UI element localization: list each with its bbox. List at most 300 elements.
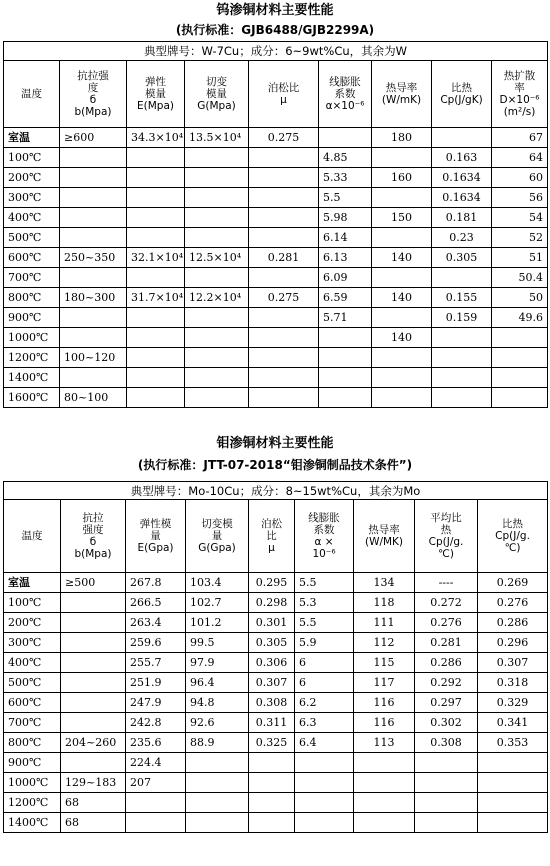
- value-cell: 129~183: [61, 773, 126, 793]
- column-header-line: 比: [266, 530, 277, 542]
- value-cell: [478, 753, 548, 773]
- column-header-line: E(Mpa): [137, 100, 174, 112]
- value-cell: [127, 208, 185, 228]
- table-row: [4, 773, 548, 793]
- value-cell: 5.33: [319, 168, 372, 188]
- value-cell: [127, 268, 185, 288]
- value-cell: [127, 368, 185, 388]
- column-header-line: (W/MK): [364, 536, 404, 548]
- value-cell: 31.7×10⁴: [127, 288, 185, 308]
- value-cell: [60, 228, 127, 248]
- column-header-line: G(Gpa): [198, 542, 236, 554]
- value-cell: [249, 308, 319, 328]
- value-cell: [354, 793, 415, 813]
- column-header-line: 热: [440, 524, 452, 536]
- value-cell: [127, 148, 185, 168]
- value-cell: [432, 388, 492, 408]
- column-header-line: 弹性: [145, 76, 166, 88]
- value-cell: 64: [492, 148, 548, 168]
- table-row: [4, 673, 548, 693]
- value-cell: 0.302: [415, 713, 478, 733]
- value-cell: 0.308: [249, 693, 295, 713]
- value-cell: 0.305: [249, 633, 295, 653]
- value-cell: [415, 793, 478, 813]
- value-cell: [249, 368, 319, 388]
- value-cell: 250~350: [60, 248, 127, 268]
- column-header-line: α×10⁻⁶: [325, 100, 365, 112]
- value-cell: 251.9: [126, 673, 186, 693]
- value-cell: 0.308: [415, 733, 478, 753]
- value-cell: 101.2: [186, 613, 249, 633]
- temperature-cell: 700℃: [4, 268, 60, 288]
- table-row: [4, 288, 548, 308]
- value-cell: 0.307: [478, 653, 548, 673]
- value-cell: [127, 388, 185, 408]
- value-cell: 5.98: [319, 208, 372, 228]
- value-cell: [186, 753, 249, 773]
- mo-cu-standard: (执行标准：JTT-07-2018“钼渗铜制品技术条件”): [137, 458, 413, 472]
- value-cell: [249, 168, 319, 188]
- column-header-line: D×10⁻⁶: [499, 94, 540, 106]
- value-cell: [249, 753, 295, 773]
- table-row: [4, 653, 548, 673]
- value-cell: 0.325: [249, 733, 295, 753]
- value-cell: 0.276: [478, 593, 548, 613]
- value-cell: 99.5: [186, 633, 249, 653]
- value-cell: 6: [295, 673, 354, 693]
- value-cell: 68: [61, 793, 126, 813]
- value-cell: [186, 793, 249, 813]
- value-cell: [319, 328, 372, 348]
- table-row: [4, 813, 548, 833]
- value-cell: 6.3: [295, 713, 354, 733]
- temperature-cell: 700℃: [4, 713, 61, 733]
- value-cell: [61, 653, 126, 673]
- column-header-line: 切变模: [201, 518, 233, 530]
- column-header-line: (m²/s): [503, 106, 536, 118]
- value-cell: 5.5: [295, 613, 354, 633]
- column-header: [372, 61, 432, 128]
- value-cell: [185, 228, 249, 248]
- value-cell: [60, 328, 127, 348]
- value-cell: 204~260: [61, 733, 126, 753]
- value-cell: 160: [372, 168, 432, 188]
- value-cell: [61, 633, 126, 653]
- value-cell: 34.3×10⁴: [127, 128, 185, 148]
- value-cell: [432, 348, 492, 368]
- column-header-line: Cp(J/g.: [428, 536, 464, 548]
- value-cell: 5.5: [295, 573, 354, 593]
- value-cell: 103.4: [186, 573, 249, 593]
- column-header-line: Cp(J/g.: [495, 530, 530, 542]
- value-cell: 113: [354, 733, 415, 753]
- table-row: [4, 308, 548, 328]
- table-row: [4, 613, 548, 633]
- column-header: [61, 500, 126, 573]
- table-row: [4, 793, 548, 813]
- value-cell: [185, 208, 249, 228]
- value-cell: [249, 208, 319, 228]
- value-cell: 0.23: [432, 228, 492, 248]
- value-cell: [60, 168, 127, 188]
- table-row: [4, 228, 548, 248]
- column-header: [415, 500, 478, 573]
- column-header-line: 系数: [313, 524, 335, 536]
- value-cell: 134: [354, 573, 415, 593]
- column-header: [126, 500, 186, 573]
- column-header-line: 10⁻⁶: [312, 548, 336, 560]
- value-cell: 0.275: [249, 128, 319, 148]
- value-cell: [249, 773, 295, 793]
- table-row: [4, 593, 548, 613]
- value-cell: [61, 753, 126, 773]
- temperature-cell: 100℃: [4, 593, 61, 613]
- value-cell: 96.4: [186, 673, 249, 693]
- value-cell: [478, 813, 548, 833]
- value-cell: 0.301: [249, 613, 295, 633]
- value-cell: 6.13: [319, 248, 372, 268]
- value-cell: 51: [492, 248, 548, 268]
- temperature-cell: 1200℃: [4, 348, 60, 368]
- value-cell: [492, 328, 548, 348]
- value-cell: [249, 793, 295, 813]
- value-cell: 0.341: [478, 713, 548, 733]
- column-header-line: 温度: [21, 530, 43, 542]
- value-cell: [185, 188, 249, 208]
- value-cell: 0.286: [415, 653, 478, 673]
- value-cell: 150: [372, 208, 432, 228]
- table-row: [4, 328, 548, 348]
- value-cell: 88.9: [186, 733, 249, 753]
- value-cell: 92.6: [186, 713, 249, 733]
- temperature-cell: 200℃: [4, 168, 60, 188]
- value-cell: 259.6: [126, 633, 186, 653]
- column-header-line: 比热: [451, 82, 472, 94]
- value-cell: 12.5×10⁴: [185, 248, 249, 268]
- column-header-line: 量: [150, 530, 161, 542]
- value-cell: 111: [354, 613, 415, 633]
- column-header-line: 线膨胀: [308, 512, 340, 524]
- value-cell: [372, 228, 432, 248]
- column-header-line: 量: [211, 530, 223, 542]
- value-cell: 6: [295, 653, 354, 673]
- value-cell: 255.7: [126, 653, 186, 673]
- column-header: [127, 61, 185, 128]
- temperature-cell: 400℃: [4, 208, 60, 228]
- value-cell: [249, 813, 295, 833]
- column-header-line: 模量: [206, 88, 227, 100]
- value-cell: 0.307: [249, 673, 295, 693]
- value-cell: [127, 188, 185, 208]
- value-cell: 224.4: [126, 753, 186, 773]
- value-cell: [492, 388, 548, 408]
- column-header-line: 比热: [502, 518, 524, 530]
- value-cell: 112: [354, 633, 415, 653]
- value-cell: 6.2: [295, 693, 354, 713]
- column-header: [4, 61, 60, 128]
- value-cell: 242.8: [126, 713, 186, 733]
- table-row: [4, 633, 548, 653]
- column-header-line: 泊松: [261, 518, 282, 530]
- value-cell: [372, 188, 432, 208]
- value-cell: [319, 368, 372, 388]
- column-header-line: 热扩散: [503, 70, 536, 82]
- value-cell: [372, 308, 432, 328]
- value-cell: 263.4: [126, 613, 186, 633]
- column-header: [186, 500, 249, 573]
- value-cell: 0.1634: [432, 168, 492, 188]
- value-cell: 5.5: [319, 188, 372, 208]
- value-cell: [186, 813, 249, 833]
- column-header: [319, 61, 372, 128]
- table-row: [4, 348, 548, 368]
- value-cell: 97.9: [186, 653, 249, 673]
- value-cell: [319, 348, 372, 368]
- value-cell: 12.2×10⁴: [185, 288, 249, 308]
- column-header-line: б: [89, 94, 97, 106]
- column-header-line: E(Gpa): [137, 542, 174, 554]
- value-cell: 0.281: [415, 633, 478, 653]
- temperature-cell: 室温: [4, 128, 60, 148]
- table-row: [4, 733, 548, 753]
- value-cell: 0.286: [478, 613, 548, 633]
- value-cell: [478, 793, 548, 813]
- value-cell: [432, 368, 492, 388]
- temperature-cell: 1600℃: [4, 388, 60, 408]
- temperature-cell: 600℃: [4, 693, 61, 713]
- value-cell: 0.311: [249, 713, 295, 733]
- value-cell: [372, 148, 432, 168]
- value-cell: [372, 268, 432, 288]
- column-header-line: 抗拉: [82, 512, 104, 524]
- value-cell: ----: [415, 573, 478, 593]
- value-cell: [354, 753, 415, 773]
- value-cell: [432, 328, 492, 348]
- value-cell: [61, 673, 126, 693]
- value-cell: 50.4: [492, 268, 548, 288]
- table-row: [4, 188, 548, 208]
- value-cell: 5.71: [319, 308, 372, 328]
- value-cell: [127, 228, 185, 248]
- value-cell: [127, 308, 185, 328]
- w-cu-properties-table: [3, 41, 548, 408]
- value-cell: [249, 268, 319, 288]
- value-cell: [492, 348, 548, 368]
- value-cell: 0.298: [249, 593, 295, 613]
- value-cell: 54: [492, 208, 548, 228]
- value-cell: 0.353: [478, 733, 548, 753]
- column-header: [432, 61, 492, 128]
- mo-cu-title: 钼渗铜材料主要性能: [216, 436, 334, 451]
- value-cell: 0.155: [432, 288, 492, 308]
- value-cell: 5.9: [295, 633, 354, 653]
- value-cell: 207: [126, 773, 186, 793]
- value-cell: [492, 368, 548, 388]
- value-cell: 115: [354, 653, 415, 673]
- value-cell: [249, 228, 319, 248]
- value-cell: [354, 773, 415, 793]
- typical-grade-row: 典型牌号：Mo-10Cu；成分：8~15wt%Cu，其余为Mo: [4, 482, 548, 500]
- value-cell: 140: [372, 288, 432, 308]
- value-cell: 68: [61, 813, 126, 833]
- column-header: [249, 500, 295, 573]
- column-header-line: 弹性模: [139, 518, 172, 530]
- value-cell: 52: [492, 228, 548, 248]
- value-cell: 0.306: [249, 653, 295, 673]
- value-cell: [127, 168, 185, 188]
- column-header-line: Cp(J/gK): [440, 94, 483, 106]
- table-row: [4, 148, 548, 168]
- value-cell: [61, 593, 126, 613]
- table-row: [4, 248, 548, 268]
- mo-cu-properties-table: [3, 481, 548, 833]
- value-cell: 94.8: [186, 693, 249, 713]
- value-cell: [249, 388, 319, 408]
- value-cell: [185, 148, 249, 168]
- column-header: [354, 500, 415, 573]
- table-row: [4, 713, 548, 733]
- value-cell: [249, 328, 319, 348]
- value-cell: [60, 368, 127, 388]
- value-cell: [61, 613, 126, 633]
- value-cell: [185, 168, 249, 188]
- temperature-cell: 300℃: [4, 633, 61, 653]
- value-cell: 0.181: [432, 208, 492, 228]
- value-cell: 180~300: [60, 288, 127, 308]
- table-row: [4, 128, 548, 148]
- value-cell: [432, 128, 492, 148]
- value-cell: 6.14: [319, 228, 372, 248]
- temperature-cell: 室温: [4, 573, 61, 593]
- value-cell: 0.318: [478, 673, 548, 693]
- value-cell: 116: [354, 713, 415, 733]
- value-cell: 180: [372, 128, 432, 148]
- column-header: [185, 61, 249, 128]
- temperature-cell: 600℃: [4, 248, 60, 268]
- value-cell: [127, 328, 185, 348]
- value-cell: [372, 368, 432, 388]
- column-header-line: 热导率: [368, 524, 400, 536]
- column-header: [295, 500, 354, 573]
- temperature-cell: 400℃: [4, 653, 61, 673]
- temperature-cell: 1400℃: [4, 813, 61, 833]
- column-header-line: 模量: [145, 88, 166, 100]
- value-cell: 56: [492, 188, 548, 208]
- temperature-cell: 800℃: [4, 288, 60, 308]
- column-header-line: (W/mK): [381, 94, 422, 106]
- temperature-cell: 1000℃: [4, 328, 60, 348]
- column-header: [492, 61, 548, 128]
- value-cell: 60: [492, 168, 548, 188]
- column-header-line: б: [89, 536, 97, 548]
- value-cell: [478, 773, 548, 793]
- column-header-line: 强度: [82, 524, 104, 536]
- value-cell: [61, 693, 126, 713]
- temperature-cell: 500℃: [4, 673, 61, 693]
- temperature-cell: 300℃: [4, 188, 60, 208]
- column-header-line: 平均比: [430, 512, 462, 524]
- value-cell: 67: [492, 128, 548, 148]
- value-cell: [249, 148, 319, 168]
- value-cell: [372, 348, 432, 368]
- value-cell: 117: [354, 673, 415, 693]
- value-cell: 0.305: [432, 248, 492, 268]
- temperature-cell: 100℃: [4, 148, 60, 168]
- table-row: [4, 753, 548, 773]
- table-row: [4, 573, 548, 593]
- value-cell: 267.8: [126, 573, 186, 593]
- column-header-line: 度: [87, 82, 99, 94]
- value-cell: ≥600: [60, 128, 127, 148]
- column-header-line: 温度: [21, 88, 42, 100]
- value-cell: 140: [372, 248, 432, 268]
- value-cell: [185, 368, 249, 388]
- temperature-cell: 1000℃: [4, 773, 61, 793]
- table-row: [4, 388, 548, 408]
- column-header-line: 泊松比: [267, 82, 300, 94]
- column-header-line: α ×: [314, 536, 334, 548]
- value-cell: [372, 388, 432, 408]
- temperature-cell: 1200℃: [4, 793, 61, 813]
- value-cell: [295, 753, 354, 773]
- value-cell: 5.3: [295, 593, 354, 613]
- value-cell: [295, 773, 354, 793]
- value-cell: 118: [354, 593, 415, 613]
- value-cell: [60, 268, 127, 288]
- column-header: [60, 61, 127, 128]
- column-header-line: 热导率: [385, 82, 418, 94]
- value-cell: 266.5: [126, 593, 186, 613]
- w-cu-title: 钨渗铜材料主要性能: [216, 3, 334, 18]
- value-cell: 80~100: [60, 388, 127, 408]
- value-cell: [249, 348, 319, 368]
- value-cell: [126, 813, 186, 833]
- value-cell: [60, 308, 127, 328]
- value-cell: 6.59: [319, 288, 372, 308]
- value-cell: [185, 348, 249, 368]
- value-cell: [432, 268, 492, 288]
- value-cell: 0.159: [432, 308, 492, 328]
- value-cell: 6.4: [295, 733, 354, 753]
- column-header-line: b(Mpa): [74, 548, 112, 560]
- temperature-cell: 900℃: [4, 753, 61, 773]
- value-cell: 100~120: [60, 348, 127, 368]
- value-cell: 49.6: [492, 308, 548, 328]
- value-cell: [295, 793, 354, 813]
- value-cell: [126, 793, 186, 813]
- value-cell: 0.296: [478, 633, 548, 653]
- temperature-cell: 200℃: [4, 613, 61, 633]
- value-cell: 116: [354, 693, 415, 713]
- column-header-line: 线膨胀: [329, 76, 361, 88]
- value-cell: [185, 328, 249, 348]
- value-cell: [354, 813, 415, 833]
- typical-grade-row: 典型牌号：W-7Cu；成分：6~9wt%Cu，其余为W: [4, 42, 548, 61]
- column-header-line: μ: [280, 94, 287, 106]
- value-cell: 0.297: [415, 693, 478, 713]
- temperature-cell: 800℃: [4, 733, 61, 753]
- value-cell: 235.6: [126, 733, 186, 753]
- value-cell: [185, 268, 249, 288]
- value-cell: [60, 188, 127, 208]
- column-header-line: b(Mpa): [74, 106, 112, 118]
- temperature-cell: 1400℃: [4, 368, 60, 388]
- column-header-line: 率: [514, 82, 525, 94]
- table-row: [4, 693, 548, 713]
- value-cell: 0.1634: [432, 188, 492, 208]
- table-row: [4, 268, 548, 288]
- value-cell: 0.276: [415, 613, 478, 633]
